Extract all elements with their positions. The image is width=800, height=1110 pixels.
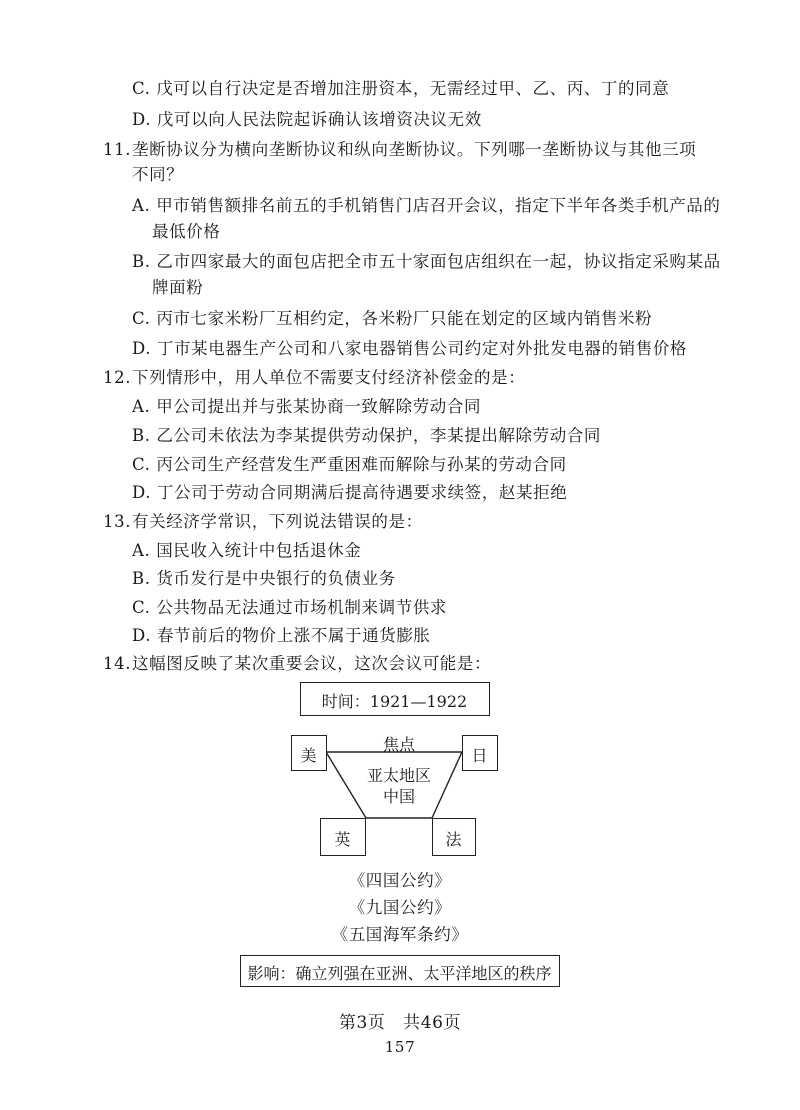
q11-text-line1: 垄断协议分为横向垄断协议和纵向垄断协议。下列哪一垄断协议与其他三项 xyxy=(132,140,697,159)
impact-text: 影响：确立列强在亚洲、太平洋地区的秩序 xyxy=(247,964,552,983)
country-box-fr xyxy=(432,818,476,856)
q11-option-a: A. 甲市销售额排名前五的手机销售门店召开会议，指定下半年各类手机产品的 xyxy=(132,196,721,215)
q11-option-b: B. 乙市四家最大的面包店把全市五十家面包店组织在一起，协议指定采购某品 xyxy=(132,252,721,271)
q11-text-line2: 不同？ xyxy=(132,165,184,184)
country-uk: 英 xyxy=(334,830,351,849)
q11-option-a-cont: 最低价格 xyxy=(152,222,221,241)
q11-number: 11. xyxy=(103,140,132,159)
q12-option-d: D. 丁公司于劳动合同期满后提高待遇要求续签，赵某拒绝 xyxy=(132,483,568,502)
q10-option-d: D. 戊可以向人民法院起诉确认该增资决议无效 xyxy=(132,110,482,129)
q11-option-c: C. 丙市七家米粉厂互相约定，各米粉厂只能在划定的区域内销售米粉 xyxy=(132,309,653,328)
q12-text: 下列情形中，用人单位不需要支付经济补偿金的是： xyxy=(132,368,526,387)
q13-option-b: B. 货币发行是中央银行的负债业务 xyxy=(132,569,396,588)
country-box-us xyxy=(291,735,327,771)
q13-option-c: C. 公共物品无法通过市场机制来调节供求 xyxy=(132,598,448,617)
q11-option-d: D. 丁市某电器生产公司和八家电器销售公司约定对外批发电器的销售价格 xyxy=(132,339,688,358)
country-box-uk xyxy=(320,818,366,856)
page-label: 第3页 共46页 xyxy=(338,1013,462,1033)
q13-text: 有关经济学常识，下列说法错误的是： xyxy=(132,512,423,531)
q12-option-b: B. 乙公司未依法为李某提供劳动保护，李某提出解除劳动合同 xyxy=(132,426,602,445)
q13-number: 13. xyxy=(103,512,132,531)
country-fr: 法 xyxy=(445,830,462,849)
q14-number: 14. xyxy=(103,654,132,673)
q10-option-c: C. 戊可以自行决定是否增加注册资本，无需经过甲、乙、丙、丁的同意 xyxy=(132,79,670,98)
q13-option-a: A. 国民收入统计中包括退休金 xyxy=(132,541,362,560)
country-box-jp xyxy=(462,735,498,771)
q13-option-d: D. 春节前后的物价上涨不属于通货膨胀 xyxy=(132,626,431,645)
region-line2: 中国 xyxy=(382,787,415,806)
q12-option-c: C. 丙公司生产经营发生严重困难而解除与孙某的劳动合同 xyxy=(132,455,567,474)
focus-label: 焦点 xyxy=(382,735,415,754)
country-us: 美 xyxy=(300,746,317,765)
treaty-four-power: 《四国公约》 xyxy=(348,871,452,890)
q12-number: 12. xyxy=(103,368,132,387)
time-label: 时间：1921—1922 xyxy=(321,692,468,711)
impact-box xyxy=(240,955,560,987)
region-line1: 亚太地区 xyxy=(366,766,431,785)
country-jp: 日 xyxy=(471,746,488,765)
q12-option-a: A. 甲公司提出并与张某协商一致解除劳动合同 xyxy=(132,397,482,416)
treaty-five-power-naval: 《五国海军条约》 xyxy=(331,925,469,944)
page-number: 157 xyxy=(384,1038,416,1056)
q14-text: 这幅图反映了某次重要会议，这次会议可能是： xyxy=(132,654,492,673)
q11-option-b-cont: 牌面粉 xyxy=(152,278,204,297)
treaty-nine-power: 《九国公约》 xyxy=(348,898,452,917)
